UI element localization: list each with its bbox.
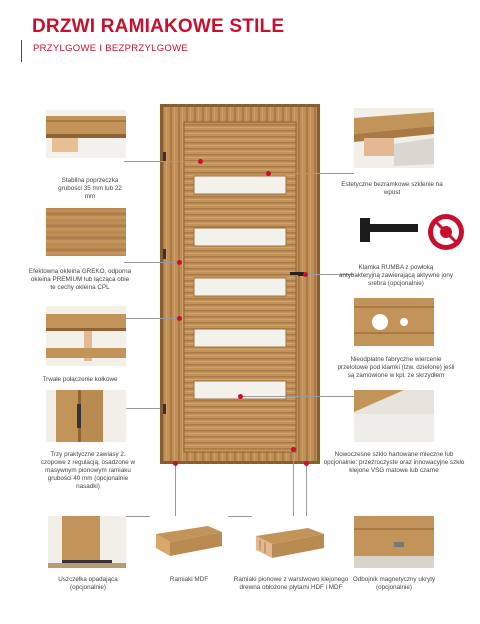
crossbar-thumbnail — [46, 110, 126, 158]
marker-dot — [238, 394, 243, 399]
layered-thumbnail — [252, 516, 330, 568]
marker-dot — [198, 159, 203, 164]
layered-caption: Ramiaki pionowe z warstwowo klejonego drewna obłożone płytami HDF i MDF — [233, 576, 349, 591]
veneer-thumbnail — [46, 208, 126, 256]
magnet-caption: Odbojnik magnetyczny ukryty (opcjonalnie) — [352, 576, 436, 591]
dowel-caption: Trwałe połączenie kołkowe — [42, 376, 118, 383]
mdf-caption: Ramiaki MDF — [169, 576, 209, 583]
hinge-thumbnail — [46, 390, 126, 442]
magnet-thumbnail — [354, 516, 434, 568]
dowel-thumbnail — [46, 306, 126, 366]
seal-thumbnail — [48, 516, 126, 568]
marker-dot — [177, 316, 182, 321]
glass-type-thumbnail — [354, 390, 434, 442]
page-title: DRZWI RAMIAKOWE STILE — [32, 16, 285, 37]
crossbar-caption: Stabilna poprzeczka grubości 35 mm lub 22 mm — [58, 177, 122, 200]
marker-dot — [303, 272, 308, 277]
marker-dot — [304, 461, 309, 466]
page-subtitle: PRZYLGOWE I BEZPRZYLGOWE — [33, 43, 188, 54]
title-accent-bar — [21, 40, 22, 62]
door-illustration — [160, 104, 320, 464]
marker-dot — [177, 260, 182, 265]
glass-frame-thumbnail — [354, 108, 434, 168]
glass-frame-caption: Estetyczne bezramkowe szklenie na wpust — [341, 181, 443, 196]
drilling-caption: Nieodpłatne fabryczne wiercenie przelotowe pod klamki (tzw. dzielone) jeśli są zamówione w kpl. ze skrzydłem — [337, 356, 455, 379]
mdf-thumbnail — [150, 516, 228, 568]
hinges-caption: Trzy praktyczne zawiasy 2. czopowe z regulacją, osadzone w masywnym pionowym ramiaku grubości 40 mm (opcjonalnie nasadki) — [40, 451, 136, 490]
seal-caption: Uszczelka opadająca (opcjonalnie) — [58, 576, 118, 591]
handle-thumbnail — [354, 208, 470, 264]
marker-dot — [291, 447, 296, 452]
handle-caption: Klamka RUMBA z powłoką antybakteryjną zawierającą aktywne jony srebra (opcjonalnie) — [338, 264, 454, 287]
drilling-thumbnail — [354, 298, 434, 346]
marker-dot — [173, 461, 178, 466]
marker-dot — [266, 171, 271, 176]
veneer-caption: Efektowna okleina GREKO, odporna okleina PREMIUM lub łącząca obie te cechy okleina CPL — [28, 268, 132, 291]
glass-type-caption: Nowoczesne szkło hartowane mleczne lub opcjonalnie: przeźroczyste oraz innowacyjne szkło klejone VSG matowe lub czarne — [323, 451, 465, 474]
